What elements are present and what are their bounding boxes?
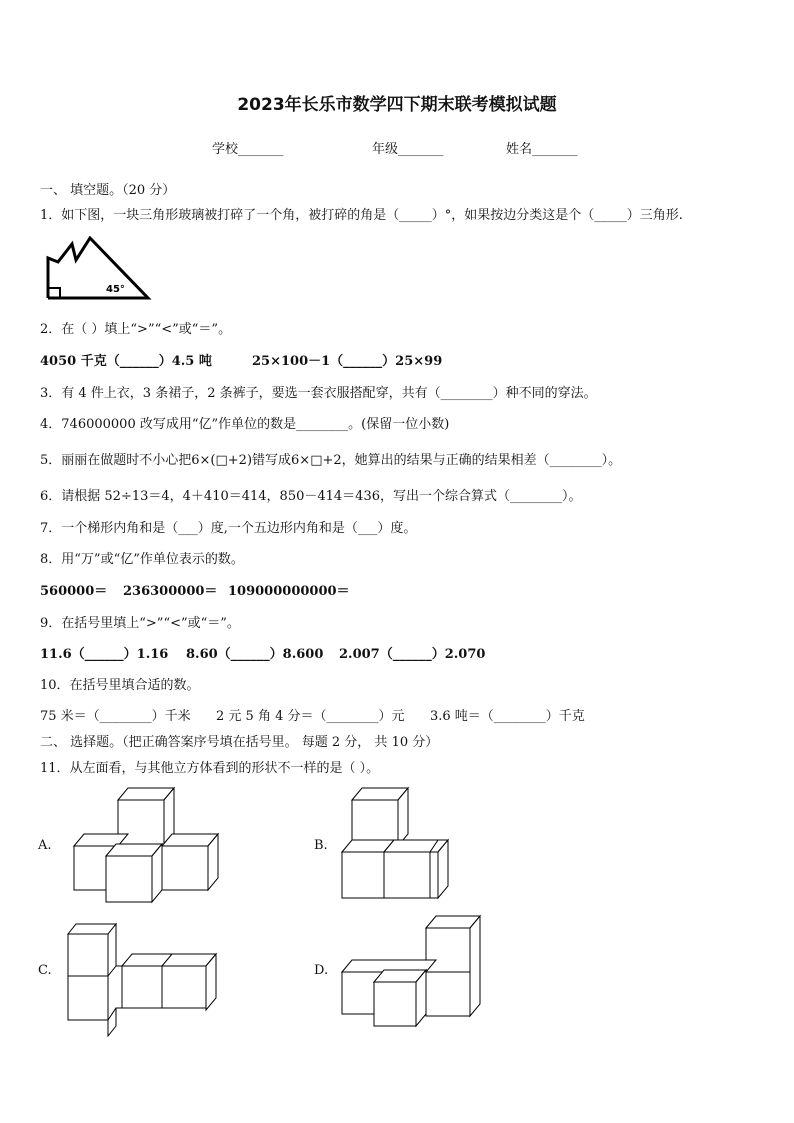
option-d-label: D. <box>314 963 329 978</box>
question-2: 2．在（ ）填上“>”“<”或“＝”。 <box>40 322 232 337</box>
question-9-part-c: 2.007（______）2.070 <box>339 647 486 662</box>
cube-figure-a <box>70 786 220 904</box>
option-b-label: B. <box>314 838 328 853</box>
cube-figure-b <box>340 786 452 902</box>
question-9-part-a: 11.6（______）1.16 <box>40 647 169 662</box>
question-8-part-a: 560000＝ <box>40 584 108 599</box>
question-3: 3．有 4 件上衣，3 条裙子，2 条裤子，要选一套衣服搭配穿，共有（________）种不同的穿法。 <box>40 386 597 401</box>
question-10-part-b: 2 元 5 角 4 分＝（________）元 <box>216 709 405 724</box>
question-11: 11．从左面看，与其他立方体看到的形状不一样的是（ ）。 <box>40 761 380 776</box>
school-field: 学校_______ <box>212 142 284 157</box>
question-2-part-b: 25×100－1（______）25×99 <box>252 354 443 369</box>
question-4: 4．746000000 改写成用“亿”作单位的数是________。(保留一位小数) <box>40 417 450 432</box>
cube-figure-c <box>66 920 218 1044</box>
question-5: 5．丽丽在做题时不小心把6×(□+2)错写成6×□+2，她算出的结果与正确的结果相差（________）。 <box>40 453 622 468</box>
question-7: 7．一个梯形内角和是（___）度,一个五边形内角和是（___）度。 <box>40 521 417 536</box>
question-8-part-b: 236300000＝ <box>123 584 218 599</box>
option-a-label: A. <box>38 838 52 853</box>
question-10: 10．在括号里填合适的数。 <box>40 678 200 693</box>
page-title: 2023年长乐市数学四下期末联考模拟试题 <box>237 95 557 115</box>
question-10-part-a: 75 米＝（________）千米 <box>40 709 191 724</box>
question-9-part-b: 8.60（______）8.600 <box>186 647 324 662</box>
question-6: 6．请根据 52÷13＝4，4＋410＝414，850－414＝436，写出一个综合算式（________）。 <box>40 489 582 504</box>
question-8-part-c: 109000000000＝ <box>228 584 350 599</box>
option-c-label: C. <box>38 963 52 978</box>
section-heading-choice: 二、 选择题。（把正确答案序号填在括号里。 每题 2 分， 共 10 分） <box>40 735 439 750</box>
name-field: 姓名_______ <box>506 142 578 157</box>
question-1: 1．如下图，一块三角形玻璃被打碎了一个角，被打碎的角是（_____）°，如果按边分类这是个（_____）三角形. <box>40 208 683 223</box>
question-8: 8．用“万”或“亿”作单位表示的数。 <box>40 552 244 567</box>
question-2-part-a: 4050 千克（______）4.5 吨 <box>40 354 212 369</box>
cube-figure-d <box>338 914 482 1028</box>
angle-label: 45° <box>106 284 125 295</box>
question-9: 9．在括号里填上“>”“<”或“＝”。 <box>40 616 240 631</box>
broken-triangle-figure <box>44 236 154 302</box>
section-heading-fill-in: 一、 填空题。（20 分） <box>40 183 176 198</box>
grade-field: 年级_______ <box>372 142 444 157</box>
question-10-part-c: 3.6 吨＝（________）千克 <box>430 709 585 724</box>
